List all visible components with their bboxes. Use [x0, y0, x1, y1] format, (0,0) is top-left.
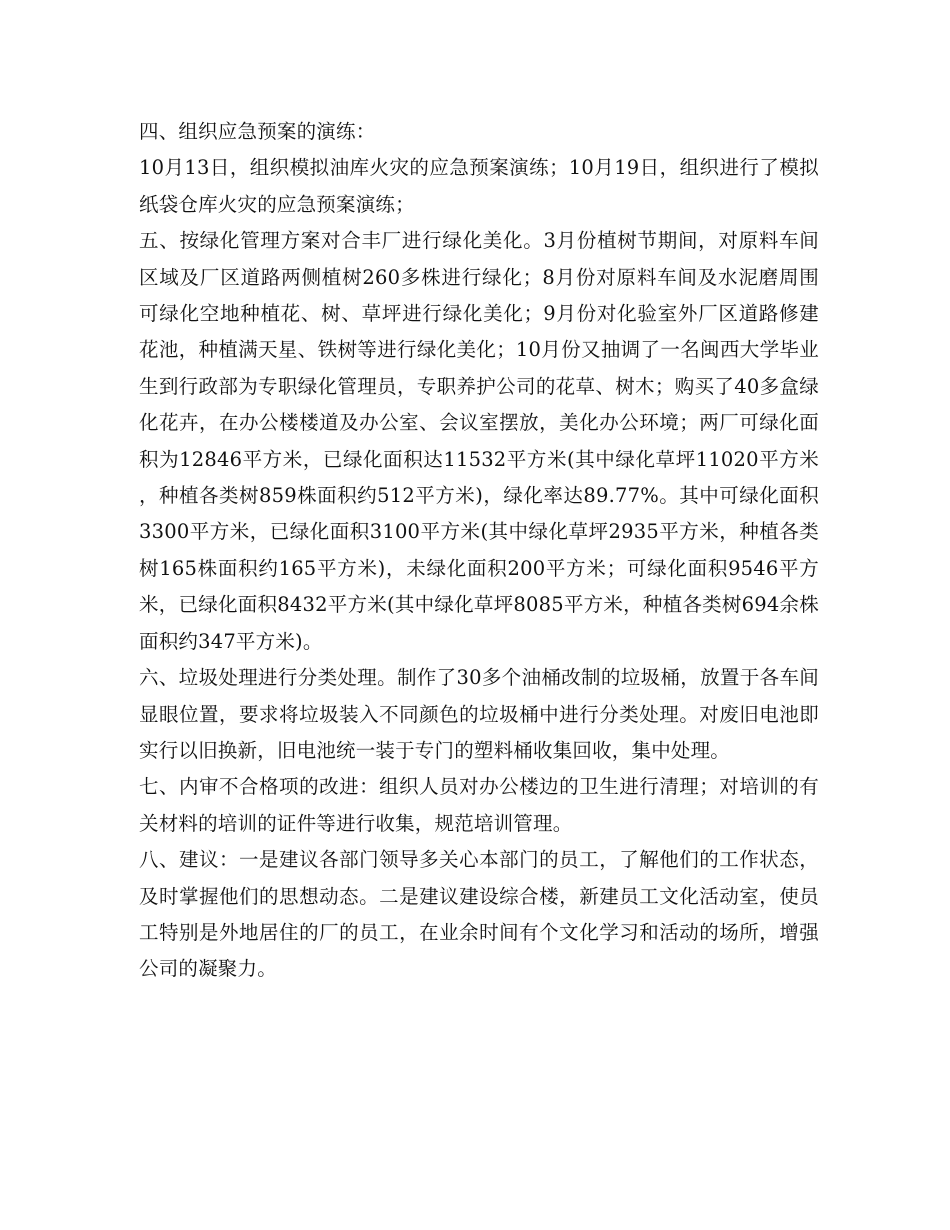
- section-seven-audit-paragraph: 七、内审不合格项的改进：组织人员对办公楼边的卫生进行清理；对培训的有关材料的培训的证件等进行收集，规范培训管理。: [139, 775, 819, 835]
- section-four-heading: 四、组织应急预案的演练：: [139, 120, 376, 143]
- section-eight-suggestions-paragraph: 八、建议：一是建议各部门领导多关心本部门的员工，了解他们的工作状态，及时掌握他们的思想动态。二是建议建设综合楼，新建员工文化活动室，使员工特别是外地居住的厂的员工，在业余时间有个文化学习和活动的场所，增强公司的凝聚力。: [139, 848, 819, 981]
- section-five-greening-paragraph: 五、按绿化管理方案对合丰厂进行绿化美化。3月份植树节期间，对原料车间区域及厂区道路两侧植树260多株进行绿化；8月份对原料车间及水泥磨周围可绿化空地种植花、树、草坪进行绿化美化；9月份对化验室外厂区道路修建花池，种植满天星、铁树等进行绿化美化；10月份又抽调了一名闽西大学毕业生到行政部为专职绿化管理员，专职养护公司的花草、树木；购买了40多盒绿化花卉，在办公楼楼道及办公室、会议室摆放，美化办公环境；两厂可绿化面积为12846平方米，已绿化面积达11532平方米(其中绿化草坪11020平方米，种植各类树859株面积约512平方米)，绿化率达89.77%。其中可绿化面积3300平方米，已绿化面积3100平方米(其中绿化草坪2935平方米，种植各类树165株面积约165平方米)，未绿化面积200平方米；可绿化面积9546平方米，已绿化面积8432平方米(其中绿化草坪8085平方米，种植各类树694余株面积约347平方米)。: [139, 229, 819, 653]
- document-body: [139, 114, 819, 988]
- section-six-garbage-paragraph: 六、垃圾处理进行分类处理。制作了30多个油桶改制的垃圾桶，放置于各车间显眼位置，要求将垃圾装入不同颜色的垃圾桶中进行分类处理。对废旧电池即实行以旧换新，旧电池统一装于专门的塑料桶收集回收，集中处理。: [139, 666, 819, 762]
- drill-details-paragraph: 10月13日，组织模拟油库火灾的应急预案演练；10月19日，组织进行了模拟纸袋仓库火灾的应急预案演练；: [139, 156, 819, 216]
